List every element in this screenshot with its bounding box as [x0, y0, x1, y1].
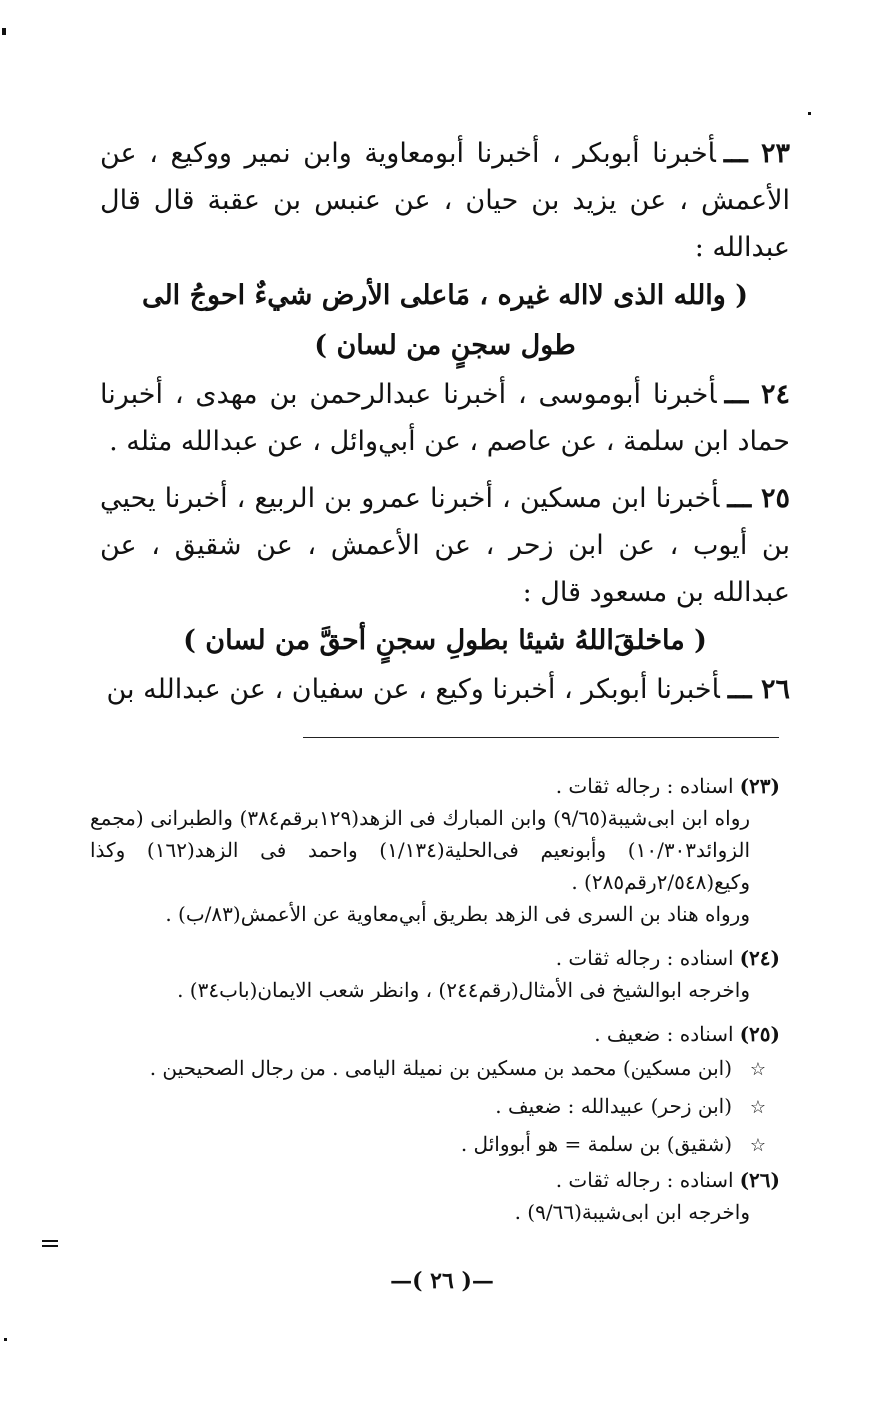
hadith-text: أخبرنا أبوموسى ، أخبرنا عبدالرحمن بن مهدى ، أخبرنا حماد ابن سلمة ، عن عاصم ، عن أبي‌وائل ، عن عبدالله مثله .	[100, 379, 790, 457]
star-icon: ☆	[749, 1059, 766, 1080]
hadith-text: أخبرنا أبوبكر ، أخبرنا أبومعاوية وابن نمير ووكيع ، عن الأعمش ، عن يزيد بن حيان ، عن عنبس بن عقبة قال قال عبدالله :	[100, 138, 790, 263]
footnote-status: اسناده : ضعيف .	[594, 1022, 734, 1046]
footnote-status: اسناده : رجاله ثقات .	[555, 1168, 734, 1192]
footnote-line: واخرجه ابوالشيخ فى الأمثال(رقم٢٤٤) ، وانظر شعب الايمان(باب٣٤) .	[177, 978, 750, 1002]
footnote-head-26	[90, 1164, 780, 1196]
hadith-quote-23: ( والله الذى لااله غيره ، مَاعلى الأرض شيءٌ احوجُ الى طول سجنٍ من لسان )	[141, 280, 749, 361]
scan-speck	[808, 112, 811, 115]
hadith-paragraph-24	[100, 371, 790, 465]
scan-speck	[2, 28, 6, 35]
hadith-number: ٢٣ ـــ	[723, 138, 790, 169]
scan-speck	[42, 1240, 58, 1242]
footnote-line: رواه ابن ابى‌شيبة(٩/٦٥) وابن المبارك فى الزهد(١٢٩برقم٣٨٤) والطبرانى (مجمع الزوائد١٠/٣٠٣) وأبونعيم فى‌الحلية(١/١٣٤) واحمد فى الزهد(١٦٢) وكذا وكيع(٢/٥٤٨رقم٢٨٥) .	[90, 806, 751, 894]
hadith-text: أخبرنا أبوبكر ، أخبرنا وكيع ، عن سفيان ، عن عبدالله بن	[106, 674, 720, 705]
footnote-head-23	[90, 770, 780, 802]
hadith-text: أخبرنا ابن مسكين ، أخبرنا عمرو بن الربيع ، أخبرنا يحيي بن أيوب ، عن ابن زحر ، عن الأعمش ، عن شقيق ، عن عبدالله بن مسعود قال :	[100, 483, 790, 608]
hadith-number: ٢٤ ـــ	[724, 379, 790, 410]
footnote-head-25	[90, 1018, 780, 1050]
star-icon: ☆	[749, 1135, 766, 1156]
footnote-head-24	[90, 942, 780, 974]
scan-speck	[4, 1338, 7, 1341]
footnote-bullet-text: (ابن مسكين) محمد بن مسكين بن نميلة اليامى . من رجال الصحيحين .	[149, 1056, 732, 1080]
hadith-number: ٢٦ ـــ	[727, 674, 790, 705]
footnote-number: (٢٣)	[739, 774, 780, 798]
footnote-number: (٢٦)	[739, 1168, 780, 1192]
footnote-status: اسناده : رجاله ثقات .	[555, 774, 734, 798]
footnote-bullet	[90, 1088, 780, 1126]
main-text	[100, 130, 790, 713]
hadith-paragraph-25	[100, 475, 790, 616]
hadith-paragraph-26	[100, 666, 790, 713]
hadith-paragraph-23	[100, 130, 790, 271]
footnote-status: اسناده : رجاله ثقات .	[555, 946, 734, 970]
footnote-bullet	[90, 1126, 780, 1164]
footnote-bullet-text: (شقيق) بن سلمة = هو أبووائل .	[460, 1132, 732, 1156]
footnotes	[90, 770, 780, 1228]
footnote-line: واخرجه ابن ابى‌شيبة(٩/٦٦) .	[514, 1200, 750, 1224]
page-number: —( ٢٦ )—	[390, 1268, 494, 1294]
footnote-number: (٢٤)	[739, 946, 780, 970]
footnote-divider	[303, 737, 779, 738]
footnote-bullet-text: (ابن زحر) عبيدالله : ضعيف .	[495, 1094, 732, 1118]
footnote-line: ورواه هناد بن السرى فى الزهد بطريق أبي‌معاوية عن الأعمش(٨٣/ب) .	[165, 902, 750, 926]
hadith-number: ٢٥ ـــ	[727, 483, 790, 514]
footnote-number: (٢٥)	[739, 1022, 780, 1046]
hadith-quote-25: ( ماخلقَ‌اللهُ شيئا بطولِ سجنٍ أحقَّ من لسان )	[183, 625, 707, 656]
star-icon: ☆	[749, 1097, 766, 1118]
scan-speck	[42, 1245, 58, 1247]
footnote-bullet	[90, 1050, 780, 1088]
